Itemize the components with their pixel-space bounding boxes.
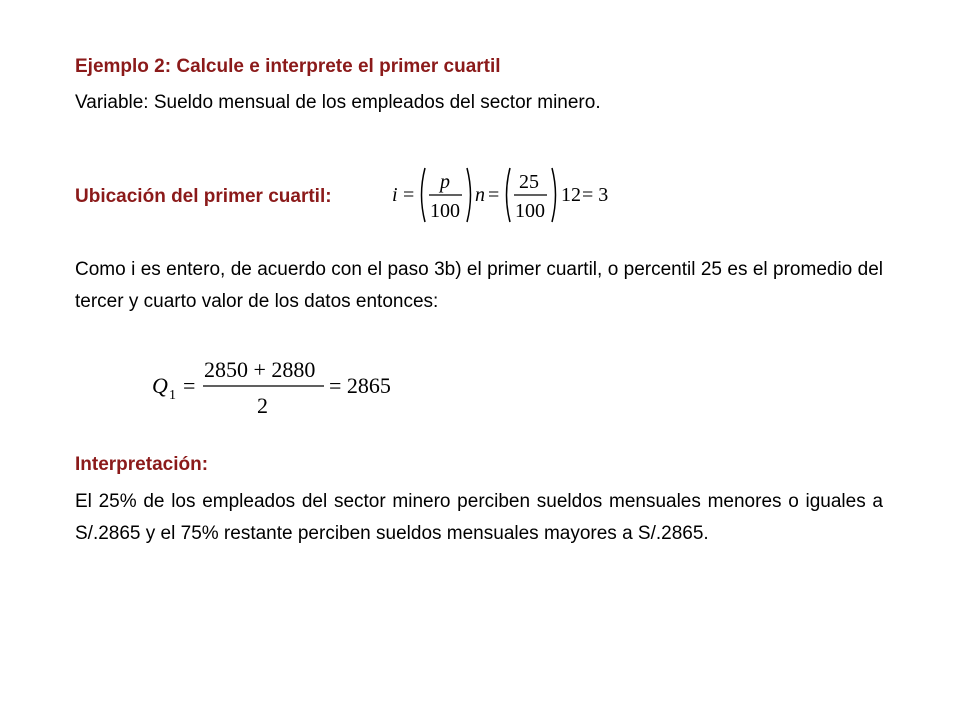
- left-paren: [422, 168, 426, 222]
- formula-factor: 12: [561, 184, 581, 206]
- interpretation-heading: Interpretación:: [75, 454, 209, 475]
- location-formula-svg: [388, 160, 628, 230]
- q1-formula-svg: [148, 350, 408, 426]
- right-paren: [467, 168, 471, 222]
- formula-n: n: [475, 184, 485, 206]
- q1-eq: =: [183, 373, 196, 398]
- q1-numerator: 2850 + 2880: [204, 357, 316, 382]
- q1-symbol: Q: [152, 373, 168, 398]
- q1-result: = 2865: [329, 373, 391, 398]
- q1-subscript: 1: [169, 388, 176, 403]
- formula-i: i: [392, 184, 398, 206]
- q1-formula: [148, 350, 408, 431]
- variable-line: Variable: Sueldo mensual de los empleados del sector minero.: [75, 92, 601, 113]
- location-heading: Ubicación del primer cuartil:: [75, 186, 332, 207]
- frac1-den: 100: [430, 200, 460, 222]
- location-formula: [388, 160, 628, 235]
- frac2-num: 25: [519, 171, 539, 193]
- formula-eq-2: =: [488, 184, 500, 206]
- frac2-den: 100: [515, 200, 545, 222]
- example-title: Ejemplo 2: Calcule e interprete el primer cuartil: [75, 56, 501, 77]
- q1-denominator: 2: [257, 393, 268, 418]
- explanation-paragraph: Como i es entero, de acuerdo con el paso 3b) el primer cuartil, o percentil 25 es el promedio del tercer y cuarto valor de los datos entonces:: [75, 259, 883, 312]
- interpretation-paragraph: El 25% de los empleados del sector minero perciben sueldos mensuales menores o iguales a S/.2865 y el 75% restante perciben sueldos mensuales mayores a S/.2865.: [75, 491, 883, 544]
- formula-eq: =: [403, 184, 415, 206]
- right-paren-2: [552, 168, 556, 222]
- formula-result: = 3: [582, 184, 609, 206]
- frac1-num: p: [440, 171, 450, 193]
- left-paren-2: [507, 168, 511, 222]
